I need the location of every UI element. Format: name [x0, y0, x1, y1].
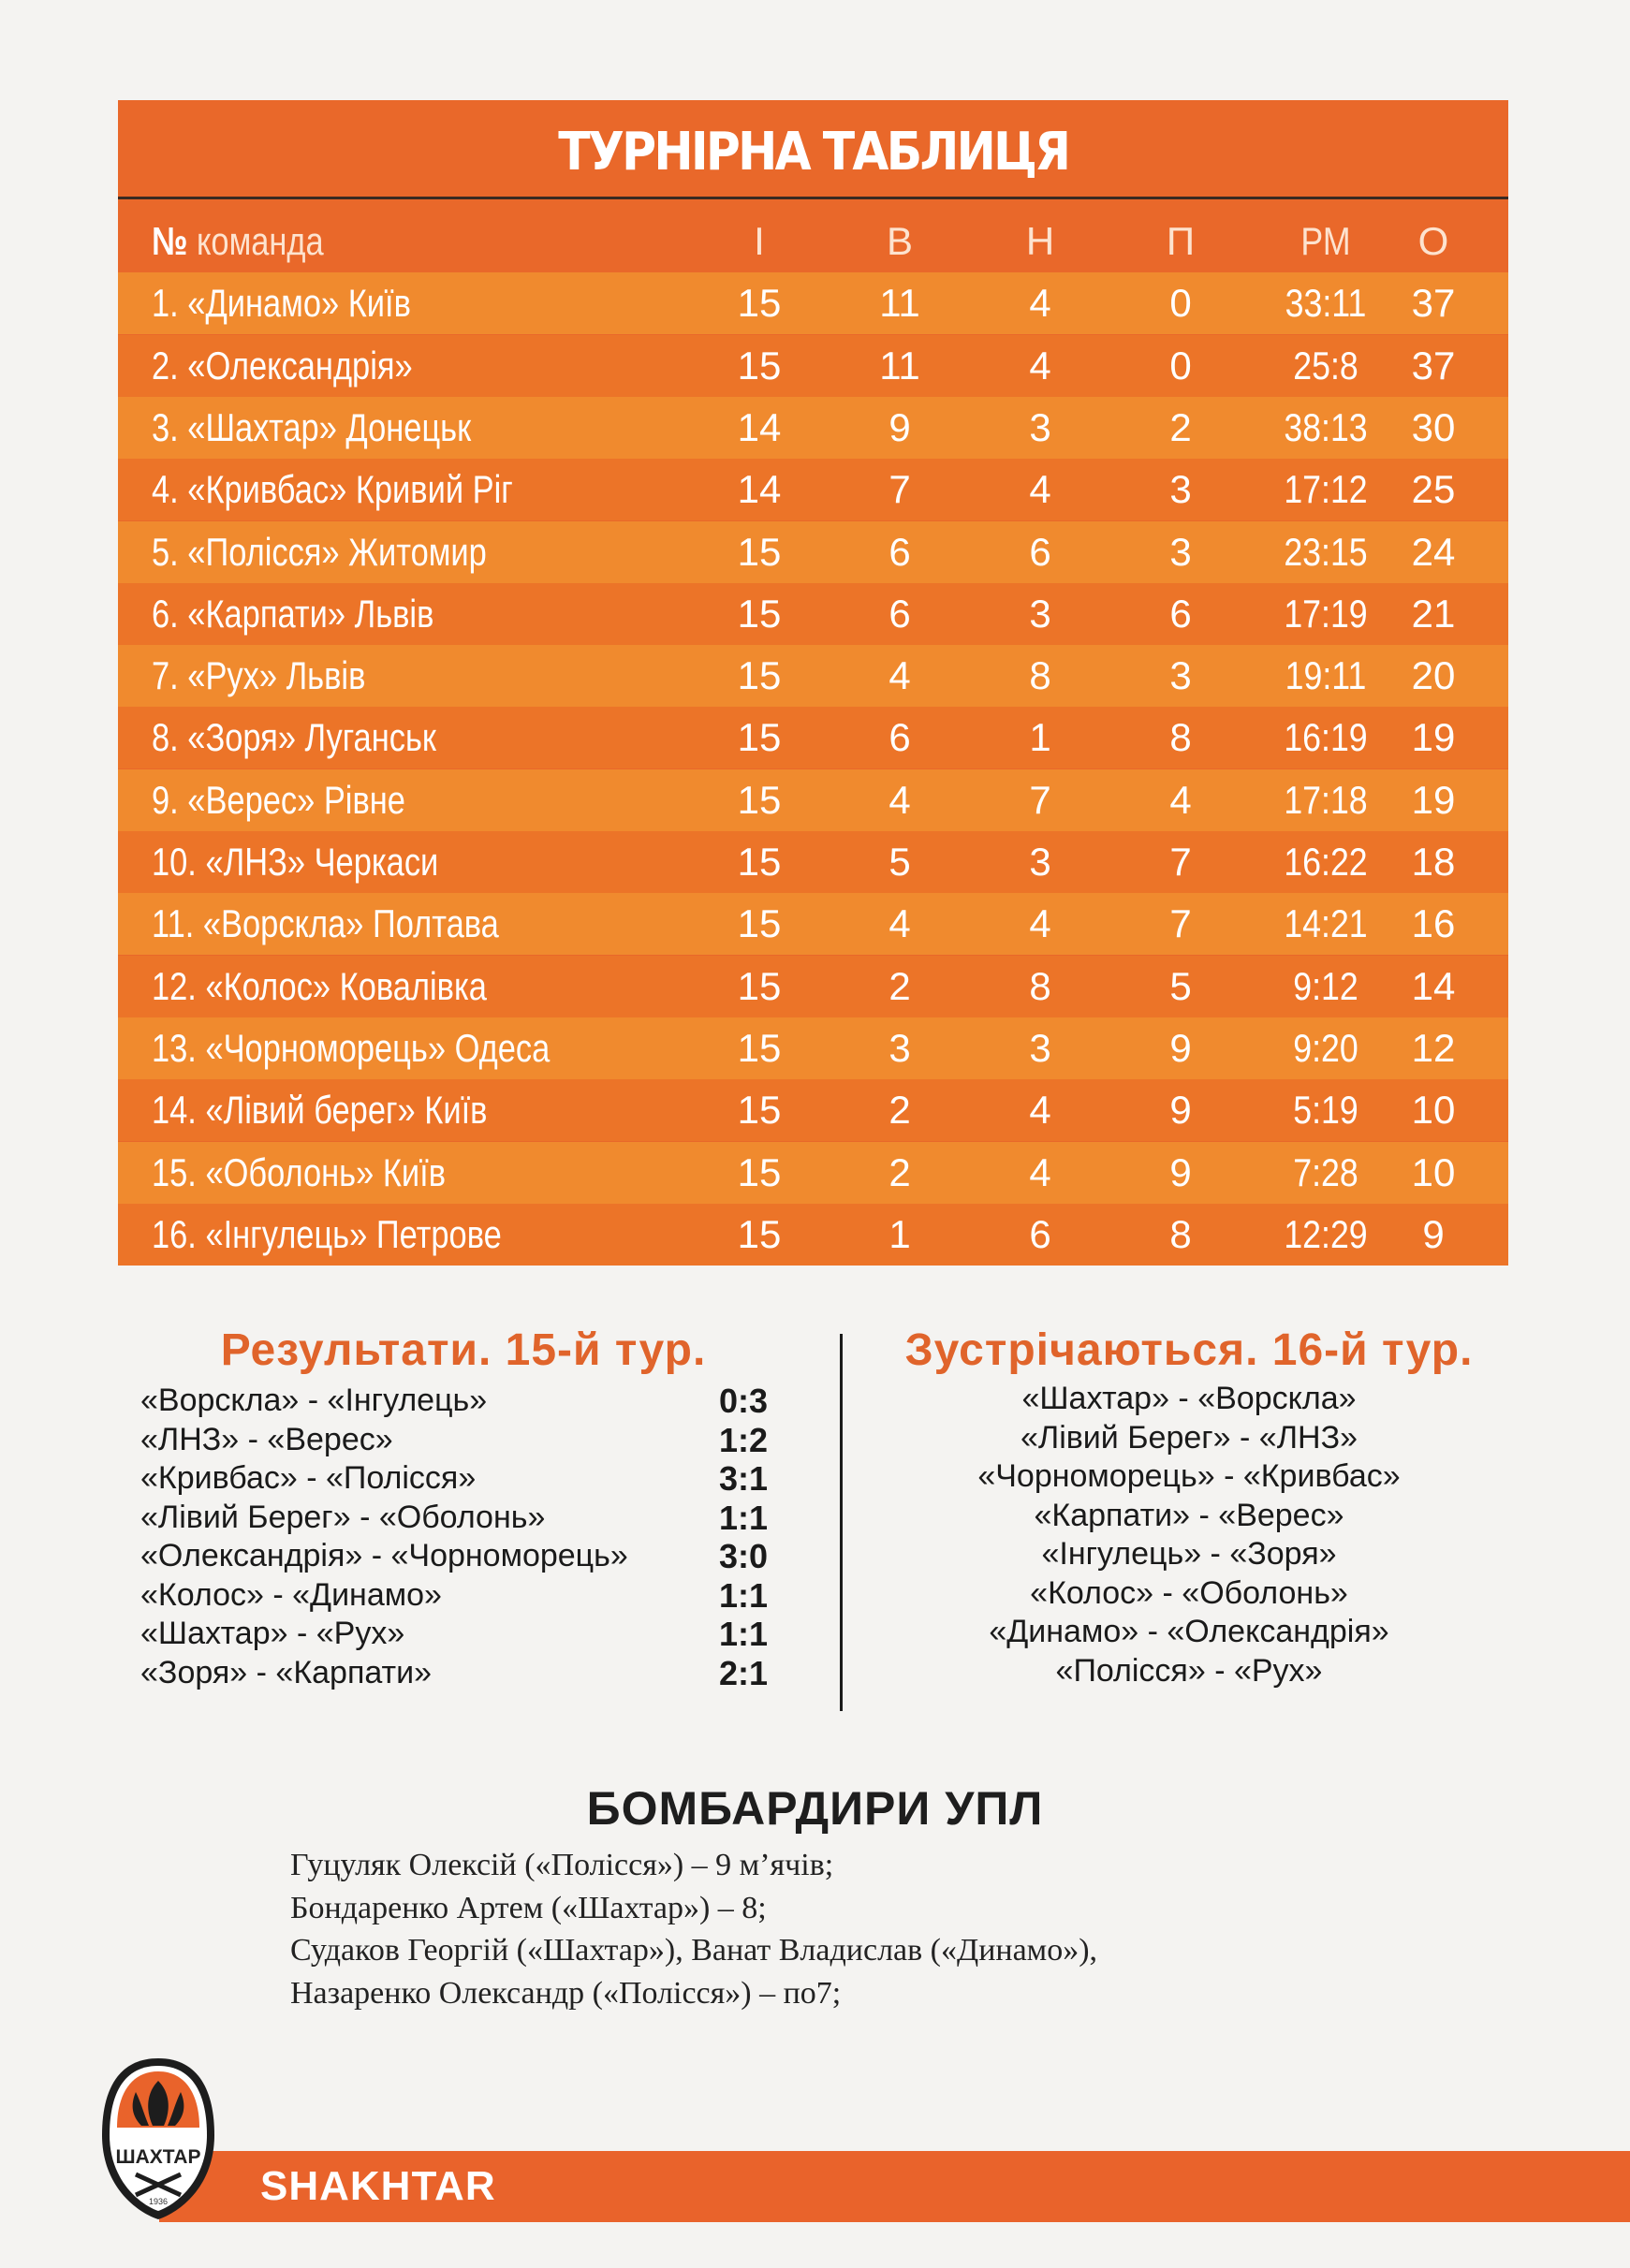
standings-header [118, 100, 1508, 198]
scorers-list [290, 1844, 1097, 2014]
wins: 6 [888, 591, 911, 636]
wins: 1 [888, 1211, 911, 1256]
games-played: 15 [737, 1149, 782, 1194]
result-pair: «ЛНЗ» - «Верес» [140, 1421, 393, 1457]
goal-ratio: 17:19 [1284, 591, 1368, 636]
col-points-header: О [1417, 219, 1449, 263]
goal-ratio: 9:12 [1293, 963, 1358, 1008]
result-line [140, 1654, 768, 1693]
games-played: 15 [737, 529, 782, 574]
result-line [140, 1615, 768, 1654]
draws: 3 [1029, 1025, 1051, 1070]
games-played: 14 [737, 467, 782, 512]
result-line [140, 1576, 768, 1616]
scorer-line: Гуцуляк Олексій («Полісся») – 9 м’ячів; [290, 1848, 834, 1882]
result-score: 1:1 [718, 1615, 768, 1653]
table-row [118, 521, 1508, 583]
team-name: 5. «Полісся» Житомир [152, 529, 487, 574]
wins: 4 [888, 901, 911, 946]
table-row [118, 645, 1508, 707]
result-score: 3:1 [718, 1459, 768, 1498]
losses: 7 [1169, 840, 1192, 884]
games-played: 15 [737, 653, 782, 698]
losses: 0 [1169, 281, 1192, 326]
table-row [118, 583, 1508, 645]
goal-ratio: 19:11 [1285, 653, 1367, 698]
games-played: 15 [737, 963, 782, 1008]
wins: 9 [888, 404, 911, 449]
losses: 4 [1169, 777, 1192, 822]
goal-ratio: 17:18 [1284, 777, 1368, 822]
team-name: 3. «Шахтар» Донецьк [152, 404, 472, 449]
goal-ratio: 12:29 [1284, 1211, 1368, 1256]
games-played: 15 [737, 1025, 782, 1070]
points: 19 [1411, 777, 1456, 822]
col-draws-header: Н [1025, 219, 1055, 263]
games-played: 15 [737, 715, 782, 760]
draws: 8 [1029, 963, 1051, 1008]
losses: 3 [1169, 467, 1192, 512]
wins: 2 [888, 1149, 911, 1194]
team-name: 16. «Інгулець» Петрове [152, 1211, 502, 1256]
points: 12 [1411, 1025, 1456, 1070]
table-row [118, 707, 1508, 768]
games-played: 15 [737, 343, 782, 388]
result-score: 0:3 [718, 1382, 768, 1420]
fixture-line: «Карпати» - «Верес» [1034, 1497, 1344, 1533]
games-played: 15 [737, 901, 782, 946]
points: 10 [1411, 1088, 1456, 1133]
table-row [118, 335, 1508, 397]
result-score: 1:1 [718, 1498, 768, 1537]
draws: 6 [1029, 1211, 1051, 1256]
fixture-line: «Колос» - «Оболонь» [1030, 1574, 1348, 1611]
result-pair: «Олександрія» - «Чорноморець» [140, 1538, 628, 1573]
points: 14 [1411, 963, 1456, 1008]
team-name: 1. «Динамо» Київ [152, 281, 411, 326]
result-score: 2:1 [718, 1653, 768, 1692]
team-name: 7. «Рух» Львів [152, 653, 366, 698]
points: 19 [1411, 715, 1456, 760]
team-name: 4. «Кривбас» Кривий Ріг [152, 467, 513, 512]
draws: 3 [1029, 840, 1051, 884]
draws: 7 [1029, 777, 1051, 822]
wins: 4 [888, 777, 911, 822]
result-line [140, 1499, 768, 1538]
scorer-line: Назаренко Олександр («Полісся») – по7; [290, 1975, 842, 2011]
draws: 4 [1029, 281, 1051, 326]
shakhtar-crest-icon [98, 2055, 218, 2221]
draws: 8 [1029, 653, 1051, 698]
wins: 7 [888, 467, 911, 512]
team-name: 13. «Чорноморець» Одеса [152, 1025, 551, 1070]
footer-bar [159, 2151, 1630, 2222]
wins: 11 [879, 343, 920, 388]
table-row [118, 831, 1508, 893]
losses: 9 [1169, 1025, 1192, 1070]
losses: 3 [1169, 653, 1192, 698]
games-played: 15 [737, 1211, 782, 1256]
result-pair: «Ворскла» - «Інгулець» [140, 1383, 488, 1418]
scorers-title: БОМБАРДИРИ УПЛ [586, 1782, 1044, 1835]
goal-ratio: 16:19 [1284, 715, 1368, 760]
losses: 9 [1169, 1088, 1192, 1133]
result-pair: «Зоря» - «Карпати» [140, 1654, 432, 1690]
result-pair: «Шахтар» - «Рух» [140, 1616, 405, 1651]
games-played: 15 [737, 777, 782, 822]
col-team-header [152, 219, 324, 264]
table-row [118, 956, 1508, 1017]
points: 37 [1411, 343, 1456, 388]
result-score: 1:2 [718, 1420, 768, 1459]
result-line [140, 1421, 768, 1460]
fixtures-list [871, 1380, 1507, 1690]
points: 25 [1411, 467, 1456, 512]
result-pair: «Кривбас» - «Полісся» [140, 1460, 477, 1496]
team-name: 12. «Колос» Ковалівка [152, 963, 487, 1008]
points: 20 [1411, 653, 1456, 698]
wins: 6 [888, 529, 911, 574]
points: 10 [1411, 1149, 1456, 1194]
result-line [140, 1537, 768, 1576]
table-row [118, 1142, 1508, 1204]
draws: 4 [1029, 901, 1051, 946]
draws: 3 [1029, 591, 1051, 636]
losses: 5 [1169, 963, 1192, 1008]
goal-ratio: 16:22 [1284, 840, 1368, 884]
col-num-sign: № [152, 219, 188, 263]
losses: 6 [1169, 591, 1192, 636]
col-games-header: І [754, 219, 765, 263]
result-pair: «Лівий Берег» - «Оболонь» [140, 1499, 546, 1535]
result-score: 1:1 [718, 1575, 768, 1615]
section-divider [840, 1334, 843, 1711]
points: 24 [1411, 529, 1456, 574]
fixture-line: «Полісся» - «Рух» [1055, 1652, 1323, 1689]
goal-ratio: 14:21 [1284, 901, 1368, 946]
team-name: 11. «Ворскла» Полтава [152, 901, 499, 946]
points: 37 [1411, 281, 1456, 326]
wins: 2 [888, 1088, 911, 1133]
crest-label: ШАХТАР [115, 2146, 201, 2168]
fixtures-section [871, 1324, 1507, 1690]
losses: 8 [1169, 1211, 1192, 1256]
goal-ratio: 5:19 [1293, 1088, 1358, 1133]
wins: 6 [888, 715, 911, 760]
team-name: 6. «Карпати» Львів [152, 591, 434, 636]
points: 16 [1411, 901, 1456, 946]
losses: 8 [1169, 715, 1192, 760]
goal-ratio: 38:13 [1284, 404, 1368, 449]
games-played: 15 [737, 281, 782, 326]
fixtures-title: Зустрічаються. 16-й тур. [904, 1325, 1474, 1375]
points: 21 [1411, 591, 1456, 636]
losses: 7 [1169, 901, 1192, 946]
wins: 5 [888, 840, 911, 884]
footer-brand: SHAKHTAR [260, 2163, 496, 2209]
col-wins-header: В [886, 219, 913, 263]
losses: 0 [1169, 343, 1192, 388]
fixture-line: «Шахтар» - «Ворскла» [1021, 1381, 1357, 1416]
standings-table [118, 100, 1508, 1265]
fixture-line: «Динамо» - «Олександрія» [989, 1614, 1389, 1649]
goal-ratio: 23:15 [1284, 529, 1368, 574]
result-line [140, 1382, 768, 1421]
goal-ratio: 7:28 [1293, 1149, 1358, 1194]
points: 9 [1422, 1211, 1445, 1256]
table-row [118, 1079, 1508, 1141]
draws: 1 [1029, 715, 1051, 760]
table-row [118, 272, 1508, 334]
scorer-line: Бондаренко Артем («Шахтар») – 8; [290, 1890, 767, 1925]
goal-ratio: 33:11 [1285, 281, 1367, 326]
table-row [118, 397, 1508, 459]
draws: 4 [1029, 343, 1051, 388]
fixture-line: «Лівий Берег» - «ЛНЗ» [1020, 1419, 1358, 1456]
result-line [140, 1459, 768, 1499]
results-section [140, 1324, 768, 1692]
col-team-label: команда [196, 219, 324, 263]
col-goals-header: РМ [1300, 219, 1351, 263]
wins: 4 [888, 653, 911, 698]
games-played: 15 [737, 591, 782, 636]
wins: 3 [888, 1025, 911, 1070]
team-name: 10. «ЛНЗ» Черкаси [152, 840, 439, 884]
header-rule [118, 197, 1508, 199]
games-played: 15 [737, 840, 782, 884]
result-pair: «Колос» - «Динамо» [140, 1576, 442, 1613]
wins: 11 [879, 281, 920, 326]
points: 30 [1411, 404, 1456, 449]
draws: 4 [1029, 467, 1051, 512]
wins: 2 [888, 963, 911, 1008]
draws: 3 [1029, 404, 1051, 449]
draws: 4 [1029, 1149, 1051, 1194]
column-header-row [118, 211, 1508, 272]
games-played: 15 [737, 1088, 782, 1133]
losses: 3 [1169, 529, 1192, 574]
standings-title: ТУРНІРНА ТАБЛИЦЯ [557, 121, 1068, 183]
team-name: 9. «Верес» Рівне [152, 777, 405, 822]
table-row [118, 459, 1508, 520]
draws: 4 [1029, 1088, 1051, 1133]
goal-ratio: 17:12 [1284, 467, 1368, 512]
points: 18 [1411, 840, 1456, 884]
goal-ratio: 25:8 [1293, 343, 1358, 388]
col-losses-header: П [1166, 219, 1196, 263]
games-played: 14 [737, 404, 782, 449]
results-list [140, 1382, 768, 1692]
goal-ratio: 9:20 [1293, 1025, 1358, 1070]
draws: 6 [1029, 529, 1051, 574]
table-row [118, 769, 1508, 831]
team-name: 14. «Лівий берег» Київ [152, 1088, 488, 1133]
table-row [118, 1204, 1508, 1266]
scorer-line: Судаков Георгій («Шахтар»), Ванат Владислав («Динамо»), [290, 1933, 1098, 1968]
team-name: 2. «Олександрія» [152, 343, 413, 388]
team-name: 15. «Оболонь» Київ [152, 1149, 446, 1194]
losses: 2 [1169, 404, 1192, 449]
fixture-line: «Чорноморець» - «Кривбас» [977, 1458, 1401, 1494]
result-score: 3:0 [718, 1537, 768, 1575]
results-title: Результати. 15-й тур. [220, 1325, 707, 1375]
table-row [118, 893, 1508, 955]
table-row [118, 1017, 1508, 1079]
losses: 9 [1169, 1149, 1192, 1194]
team-name: 8. «Зоря» Луганськ [152, 715, 436, 760]
crest-year: 1936 [148, 2197, 169, 2206]
fixture-line: «Інгулець» - «Зоря» [1041, 1536, 1337, 1572]
